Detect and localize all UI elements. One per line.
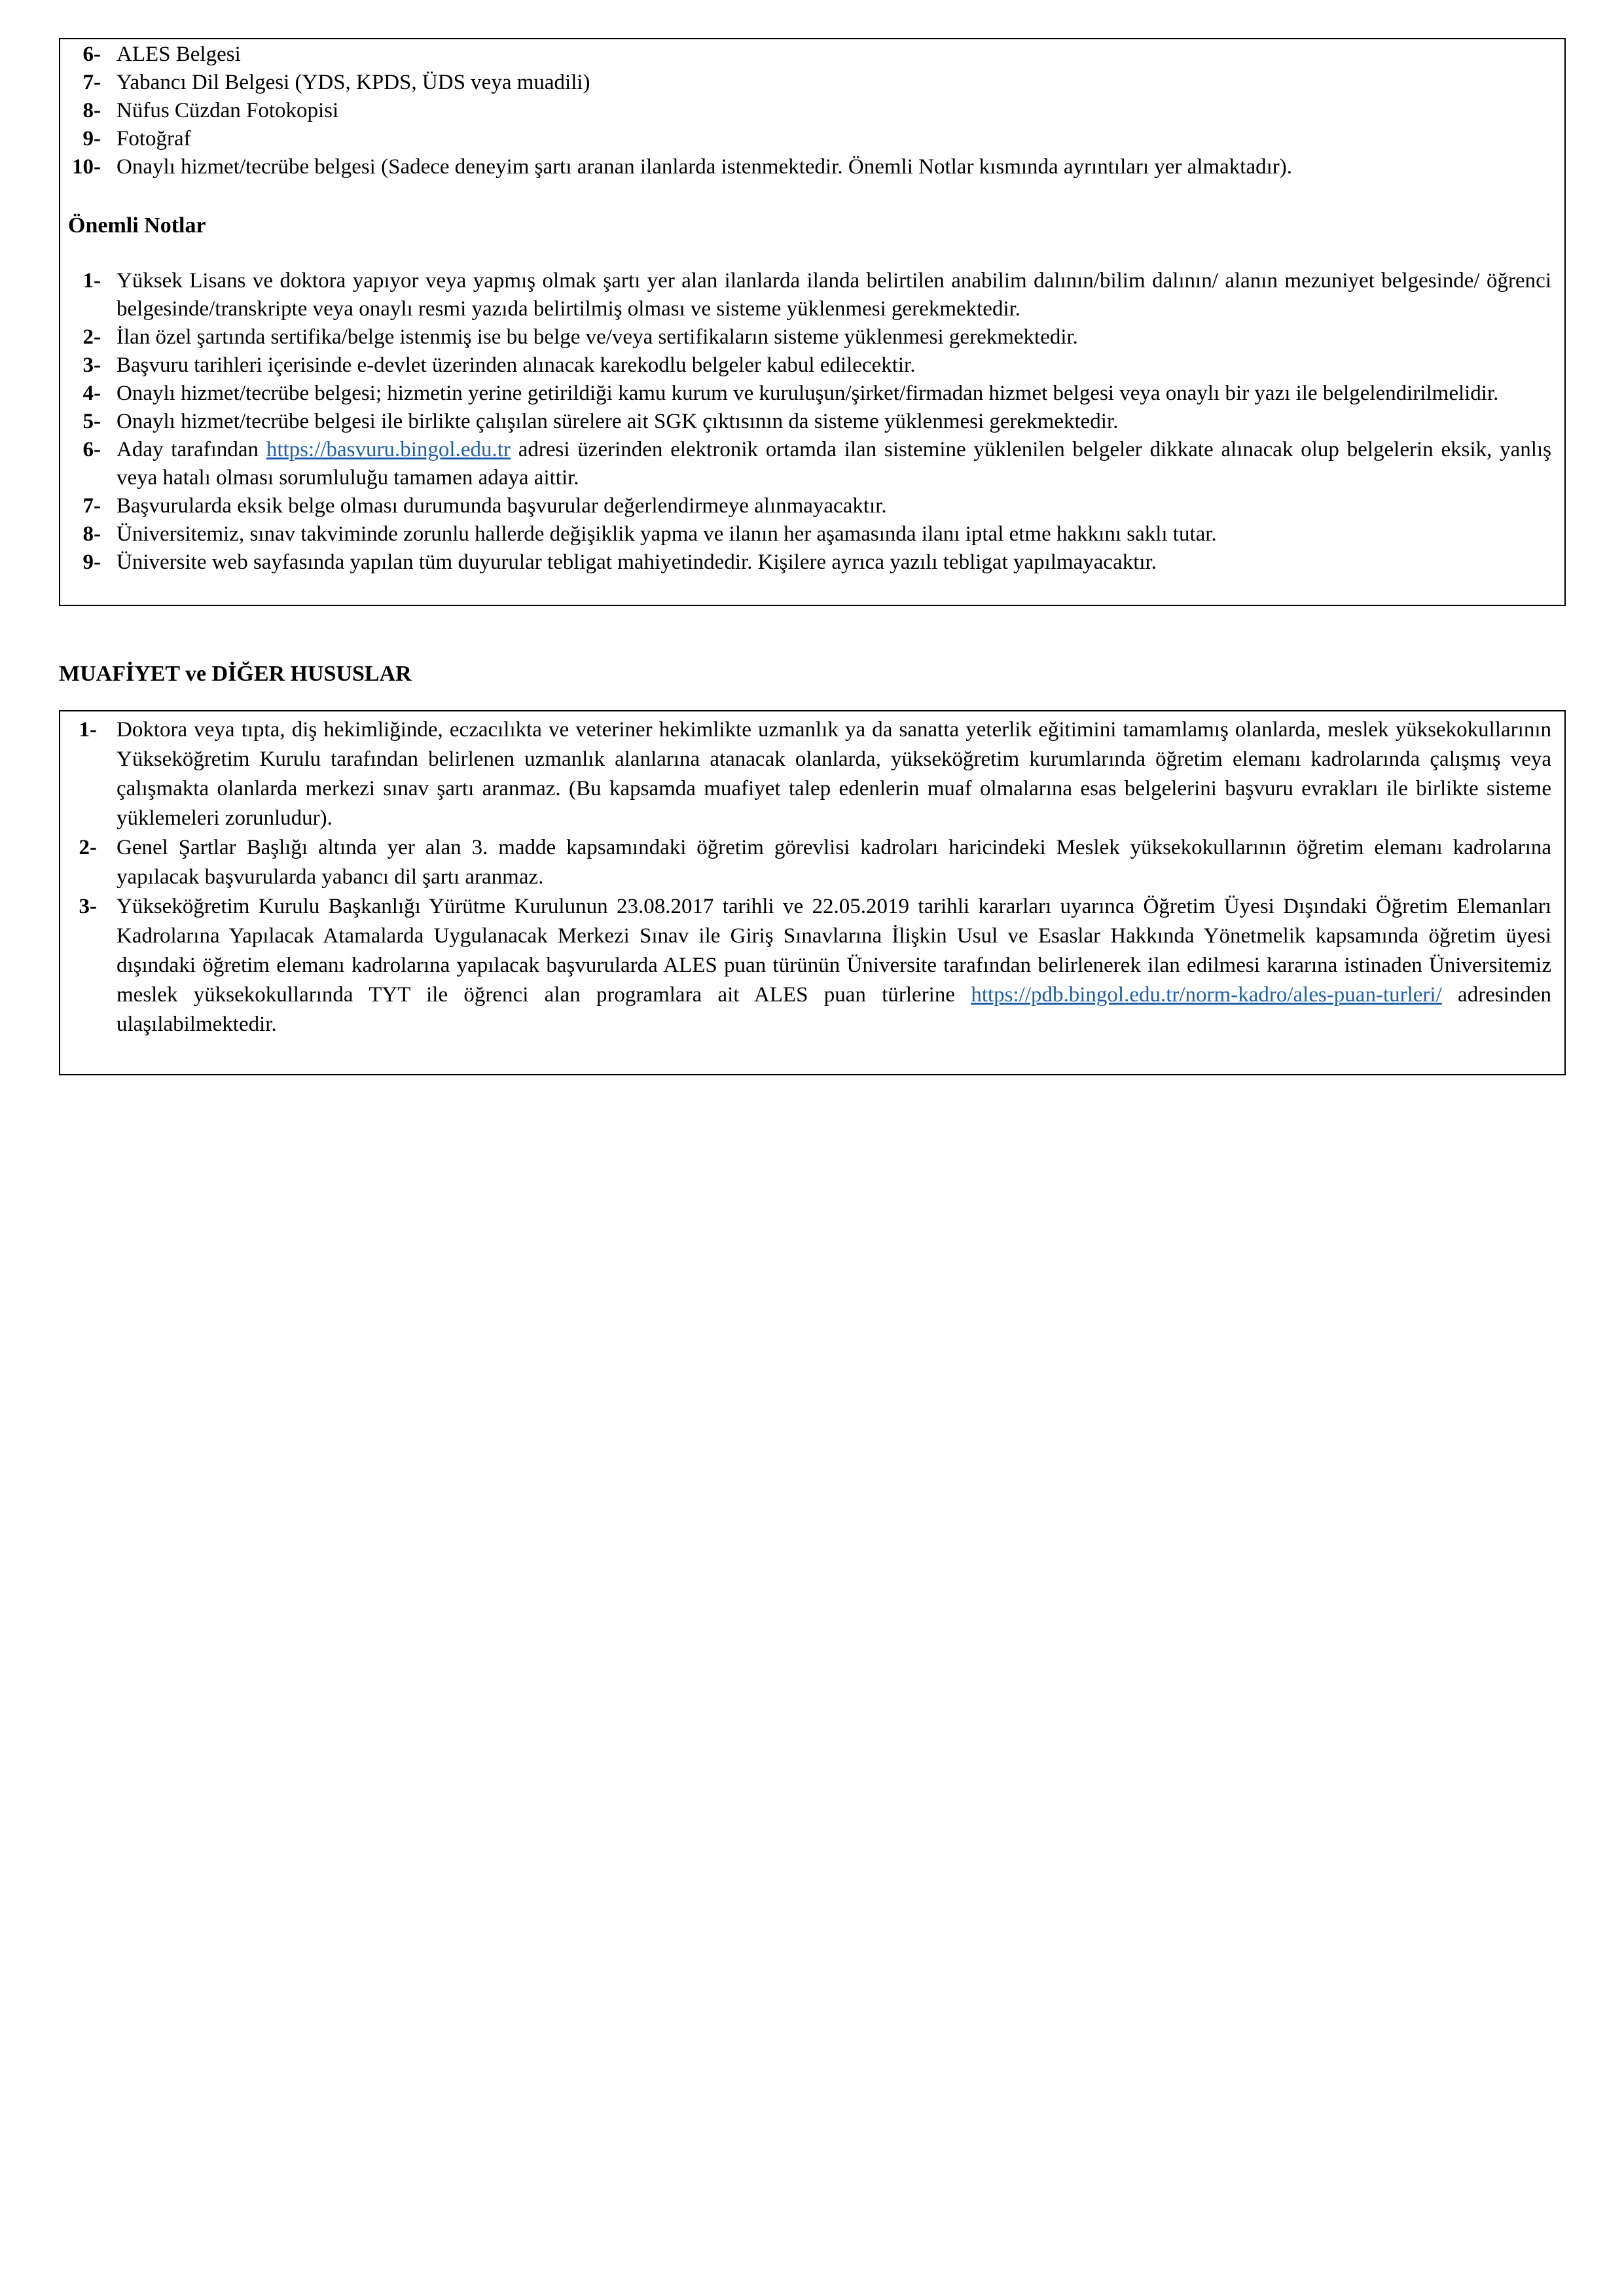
list-item <box>60 892 1564 1039</box>
list-item <box>60 125 1564 153</box>
item-number: 8- <box>82 522 101 546</box>
exemptions-box <box>59 710 1566 1075</box>
list-item <box>60 41 1564 69</box>
item-text: Nüfus Cüzdan Fotokopisi <box>117 99 339 122</box>
ales-score-types-link[interactable]: https://pdb.bingol.edu.tr/norm-kadro/ales-puan-turleri/ <box>971 983 1442 1007</box>
item-text <box>117 436 1551 492</box>
item-number: 7- <box>82 71 101 94</box>
documents-box <box>59 38 1566 606</box>
item-text: İlan özel şartında sertifika/belge istenmiş ise bu belge ve/veya sertifikaların sisteme yüklenmesi gerekmektedir. <box>117 325 1078 349</box>
list-item <box>60 351 1564 380</box>
item-number: 9- <box>82 550 101 574</box>
item-number: 6- <box>82 43 101 66</box>
item-number: 5- <box>82 410 101 433</box>
text-segment: adresinden ulaşılabilmektedir. <box>117 983 1551 1036</box>
item-text: ALES Belgesi <box>117 43 241 66</box>
item-text: Başvurularda eksik belge olması durumunda başvurular değerlendirmeye alınmayacaktır. <box>117 494 887 518</box>
item-number: 1- <box>82 269 101 293</box>
item-number: 4- <box>82 382 101 405</box>
item-number: 3- <box>82 353 101 377</box>
item-number: 6- <box>82 438 101 461</box>
item-text: Fotoğraf <box>117 127 191 151</box>
item-number: 10- <box>72 155 101 179</box>
exemptions-list <box>60 715 1564 1039</box>
notes-heading: Önemli Notlar <box>68 213 206 238</box>
item-number: 2- <box>82 325 101 349</box>
item-number: 2- <box>79 836 97 859</box>
list-item <box>60 69 1564 97</box>
list-item <box>60 436 1564 492</box>
item-text: Yabancı Dil Belgesi (YDS, KPDS, ÜDS veya muadili) <box>117 71 590 94</box>
exemptions-heading: MUAFİYET ve DİĞER HUSUSLAR <box>59 662 412 686</box>
text-segment: adresi üzerinden elektronik ortamda ilan sistemine yüklenilen belgeler dikkate alınacak olup belgelerin eksik, yanlış veya hatalı olması sorumluluğu tamamen adaya aittir. <box>117 438 1551 490</box>
list-item <box>60 548 1564 577</box>
list-item <box>60 323 1564 351</box>
text-segment: Yükseköğretim Kurulu Başkanlığı Yürütme Kurulunun 23.08.2017 tarihli ve 22.05.2019 tarihli kararları uyarınca Öğretim Üyesi Dışındaki Öğretim Elemanları Kadrolarına Yapılacak Atamalarda Uygulanacak Merkezi Sınav ile Giriş Sınavlarına İlişkin Usul ve Esaslar Hakkında Yönetmelik kapsamında öğretim üyesi dışındaki öğretim elemanı kadrolarına yapılacak başvurularda ALES puan türünün Üniversite tarafından belirlenerek ilan edilmesi kararına istinaden Üniversitemiz meslek yüksekokullarında TYT ile öğrenci alan programlara ait ALES puan türlerine <box>117 895 1551 1007</box>
list-item <box>60 97 1564 125</box>
list-item <box>60 267 1564 323</box>
item-text: Onaylı hizmet/tecrübe belgesi; hizmetin yerine getirildiği kamu kurum ve kuruluşun/şirket/firmadan hizmet belgesi veya onaylı bir yazı ile belgelendirilmelidir. <box>117 382 1499 405</box>
item-text <box>117 892 1551 1039</box>
item-number: 1- <box>79 718 97 742</box>
list-item <box>60 520 1564 548</box>
list-item <box>60 380 1564 408</box>
notes-list <box>60 267 1564 577</box>
list-item <box>60 833 1564 892</box>
list-item <box>60 153 1564 181</box>
item-number: 7- <box>82 494 101 518</box>
documents-list <box>60 41 1564 181</box>
application-link[interactable]: https://basvuru.bingol.edu.tr <box>266 438 511 461</box>
item-text: Doktora veya tıpta, diş hekimliğinde, eczacılıkta ve veteriner hekimlikte uzmanlık ya da sanatta yeterlik eğitimini tamamlamış olanlarda, meslek yüksekokullarının Yükseköğretim Kurulu tarafından belirlenen uzmanlık alanlarına atanacak olanlarda, yükseköğretim kurumlarında öğretim elemanı kadrolarında çalışmış veya çalışmakta olanlarda merkezi sınav şartı aranmaz. (Bu kapsamda muafiyet talep edenlerin muaf olmalarına esas belgelerini başvuru evrakları ile birlikte sisteme yüklemeleri zorunludur). <box>117 718 1551 830</box>
item-number: 3- <box>79 895 97 918</box>
list-item <box>60 408 1564 436</box>
item-text: Üniversite web sayfasında yapılan tüm duyurular tebligat mahiyetindedir. Kişilere ayrıca yazılı tebligat yapılmayacaktır. <box>117 550 1157 574</box>
item-text: Başvuru tarihleri içerisinde e-devlet üzerinden alınacak karekodlu belgeler kabul edilecektir. <box>117 353 916 377</box>
list-item <box>60 492 1564 520</box>
item-text: Genel Şartlar Başlığı altında yer alan 3. madde kapsamındaki öğretim görevlisi kadroları haricindeki Meslek yüksekokullarının öğretim elemanı kadrolarına yapılacak başvurularda yabancı dil şartı aranmaz. <box>117 836 1551 889</box>
item-number: 8- <box>82 99 101 122</box>
text-segment: Aday tarafından <box>117 438 266 461</box>
item-text: Onaylı hizmet/tecrübe belgesi ile birlikte çalışılan sürelere ait SGK çıktısının da sisteme yüklenmesi gerekmektedir. <box>117 410 1119 433</box>
list-item <box>60 715 1564 833</box>
item-text: Yüksek Lisans ve doktora yapıyor veya yapmış olmak şartı yer alan ilanlarda ilanda belirtilen anabilim dalının/bilim dalının/ alanın mezuniyet belgesinde/ öğrenci belgesinde/transkripte veya onaylı resmi yazıda belirtilmiş olması ve sisteme yüklenmesi gerekmektedir. <box>117 269 1551 321</box>
item-text: Onaylı hizmet/tecrübe belgesi (Sadece deneyim şartı aranan ilanlarda istenmektedir. Önemli Notlar kısmında ayrıntıları yer almaktadır). <box>117 155 1293 179</box>
item-number: 9- <box>82 127 101 151</box>
item-text: Üniversitemiz, sınav takviminde zorunlu hallerde değişiklik yapma ve ilanın her aşamasında ilanı iptal etme hakkını saklı tutar. <box>117 522 1217 546</box>
